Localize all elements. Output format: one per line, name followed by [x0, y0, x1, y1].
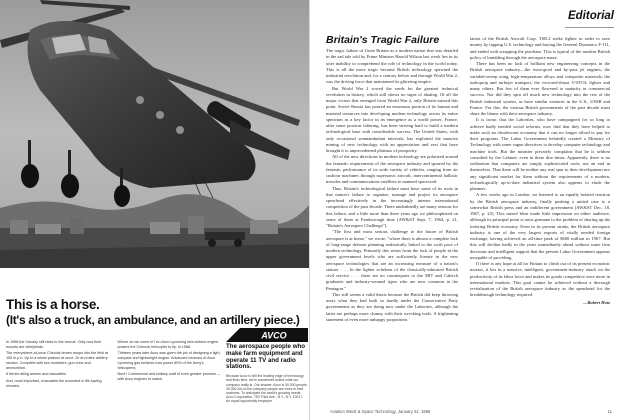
editorial-paragraph: lation of the British Aircraft Corp. TSR.2 strike fighter in order to save money by tapping U.S. technology and buying the General Dynamics F-111, and ended with scrapping the purchase. This is typical of the modern British policy of bumbling through the aerospace maze. [470, 36, 610, 60]
ad-paragraph: It ferries ailing airmen and casualties. [6, 372, 67, 377]
editorial-page [310, 0, 620, 420]
ad-paragraph: The everywhere-at-once Chinook ferries troops into the field at 150 m.p.h. Up to a whole platoon at once. Or an entire artillery section. Complete with two howitzers, gun crew and ammunition. [6, 351, 109, 370]
avco-small-print: Because Avco is still the leading edge of technology and finds time, we're sometimes asked what our company really is. Our answer: Avco is 30,000 people, 30,000 out-of-the-company people are more in their business. To anticipate the world's growing needs. Avco Corporation, 750 Third Ave., N.Y., N.Y. 10017. An equal opportunity employer. [226, 374, 308, 404]
journal-citation: Aviation Week & Space Technology, January 22, 1968 [330, 409, 431, 414]
avco-logo-text: AVCO [261, 330, 287, 341]
section-rule [565, 27, 614, 28]
editorial-column-2 [470, 36, 610, 306]
avco-logo [226, 328, 308, 342]
editorial-paragraph: All of the new directions in modern technology are polarized around the fantastic requirements of the aerospace industry and spurred by the fantastic performance of its wide variety of vehicles, ranging from air cushion machines through supersonic aircraft, intercontinental ballistic missiles and communications satellites to manned spacecraft. [326, 154, 458, 185]
editorial-paragraph: The tragic failure of Great Britain as a modern nation that was detailed in the sad tale told by Prime Minister Harold Wilson last week lies in its utter inability to comprehend the role of technology in the world today. This is all the more tragic because British technology spawned the industrial revolution and, for a century before and through World War 2, was the driving force that maintained its glittering empire. [326, 48, 458, 85]
chinook-helicopter-photo [0, 0, 310, 268]
editorial-paragraph: There has been no lack of brilliant new engineering concepts in the British aerospace industry—the twin-spool and by-pass jet engines, the variable-sweep wing, high-temperature alloys and composite materials, the turboprop and turbojet transport, the vectored-thrust V/STOL fighter and many others. But few of them ever flowered to maturity in commercial success. Nor did they spin off much new technology into the rest of the British industrial system, as have similar ventures in the U.S., USSR and France. For this, the various British governments of the past decade must share the blame with their aerospace industry. [470, 61, 610, 116]
page-number: 11 [607, 409, 612, 414]
ad-paragraph: Next? Commercial and military craft of even greater promise — with Avco engines to match. [117, 372, 221, 381]
editorial-paragraph: Thus, Britain's technological failure must have some of its roots in that nation's failure to organize, manage and project its aerospace spearhead effectively in the increasingly intense international competition of the past decade. There undoubtedly are many reasons for this failure, and a little more than three years ago we philosophized on some of them at Farnborough time (AW&ST Sept. 7, 1964, p. 21, "Britain's Aerospace Challenge"). [326, 185, 458, 228]
editorial-paragraph: But World War 2 sowed the seeds for the greatest technical revolution in history, which still shows no signs of abating. Of all the major victors that emerged from World War 2, only Britain missed this point. Soviet Russia has poured an enormous portion of its human and material resources into developing modern technology across its entire spectrum as a key factor in its emergence as a world power. France, after some postwar faltering, has been striving hard to build a modern technological base with considerable success. The United States, with only occasional somnambulant intervals, has exploited the massive mining of new technology with an appreciation and zest that have brought it to unprecedented plateaus of prosperity. [326, 85, 458, 153]
ad-paragraph: Thirteen years later Avco was given the job of designing a light, compact and lightweight engine. Advanced versions of Avco Lycoming gas turbines now power 80% of the Army's helicopters. [117, 351, 221, 370]
ad-headline-main: This is a horse. [6, 297, 100, 312]
editorial-paragraph: It is ironic that the Laborites, who have campaigned for so long to achieve badly needed social reforms, now find that they have helped to make such an obsolescent economy that it can no longer afford to pay for their programs. The Labor Government belatedly created a Ministry of Technology with some vague directives to develop computer technology and machine tools. But the minister privately complains that he is seldom consulted by the Cabinet, even in these dire times. Apparently, there is no realization that computers are simply sophisticated tools, not an end in themselves. That there will be neither any real spur to their development nor any significant market for them without the requirements of a modern, technologically up-to-date industrial system also appears to elude the planners. [470, 117, 610, 191]
editorial-title: Britain's Tragic Failure [326, 34, 440, 46]
avco-tagline: The aerospace people who make farm equipment and operate 11 TV and radio stations. [226, 343, 306, 371]
section-label: Editorial [567, 10, 614, 22]
ad-subheadline: (It's also a truck, an ambulance, and an artillery piece.) [6, 313, 300, 327]
avco-brand-block [226, 328, 308, 404]
editorial-paragraph: If there is any hope at all for Britain to climb out of its present economic morass, it lies in a massive, intelligent, government-industry attack on the productivity of its labor force and makes its goods competitive once more in international markets. This goal cannot be achieved without a thorough revitalization of the British aerospace industry as the spearhead for the breakthrough technology required. [470, 261, 610, 298]
ad-paragraph: In 1968 the Cavalry still rides to the rescue. Only now their mounts are whirlybirds. [6, 340, 102, 349]
ad-paragraph: And, most important, evacuates the wounded in life-saving minutes. [6, 378, 102, 388]
editorial-column-1 [326, 48, 458, 323]
ad-body-copy [6, 340, 222, 388]
editorial-paragraph: A few weeks ago in London, we listened to an equally belated reaction by the British aerospace industry, finally pushing a united case to a somewhat British press and an indifferent government (AW&ST Dec. 18, 1967, p. 23). This mixed bleat made little impression on either audience, although its principal point is most germane to the problem of shoring up the tottering British economy. Even in its present straits, the British aerospace industry is one of the very largest exports of vitally needed foreign exchange, having achieved an all-time peak of $600 million in 1967. But this will decline badly in the years immediately ahead without some firm decisions and intelligent support that the present Labor Government appears incapable of providing. [470, 192, 610, 260]
author-signature: —Robert Hotz [582, 299, 610, 305]
editorial-paragraph: "The first and most serious challenge to the future of British aerospace is at home," we wrote, "where there is almost a complete lack of long-range defense planning realistically linked to the swift pace of modern technology. Primarily this stems from the lack of people in the upper government levels who are sufficiently literate in the new aerospace technologies that are an increasing measure of a nation's stature. . . . In the lighter echelons of the classically-educated British civil service . . . there are no counterparts to the MIT and Caltech graduates and industry-weaned types who are now common in the Pentagon." [326, 229, 458, 291]
ad-headline [6, 298, 302, 327]
editorial-paragraph: This still seems a valid thesis because the British did keep throwing away what they had built so hardly under the Conservative Party governments as they are doing now under the Laborites, although the latter are perhaps more clumsy with their wrecking tools. A frightening statement of even more unhappy proportions [326, 291, 458, 322]
ad-paragraph: Where do we come in? An Avco Lycoming twin-turbine engine powers the Chinook helicopter to fly. In 1968. [117, 340, 219, 349]
